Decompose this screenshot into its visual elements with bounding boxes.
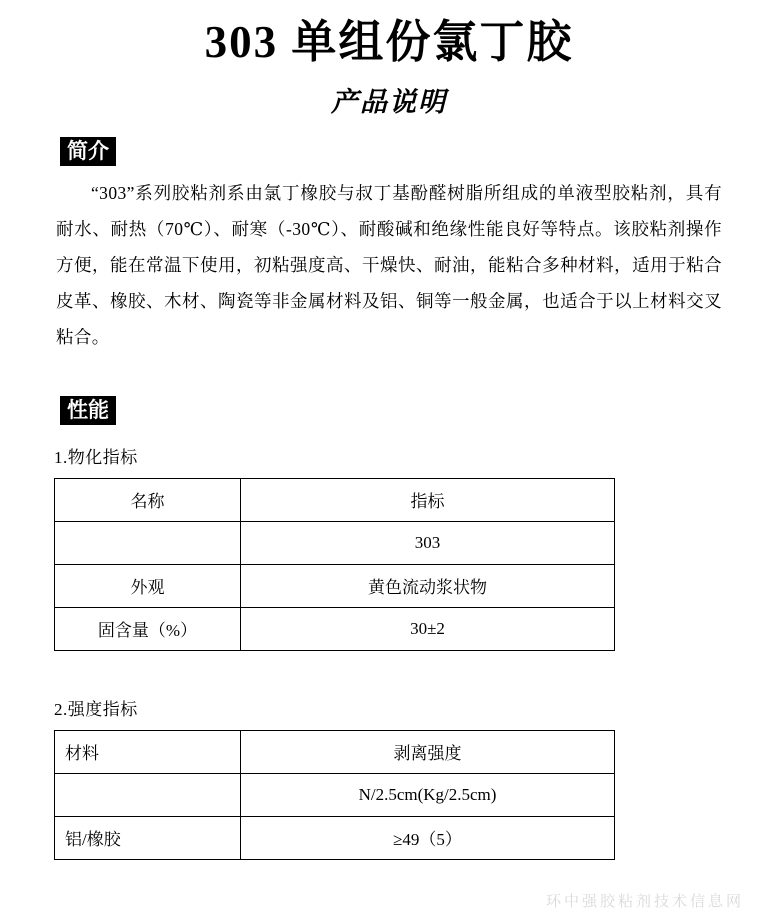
section-tag-performance: 性能 [60, 396, 116, 425]
table-cell: 固含量（%） [55, 607, 241, 650]
page-title: 303 单组份氯丁胶 [204, 17, 574, 67]
table-cell: N/2.5cm(Kg/2.5cm) [241, 773, 615, 816]
strength-indicators-table [54, 730, 615, 860]
subheading-strength-indicators: 2.强度指标 [54, 699, 138, 719]
table-header-cell: 剥离强度 [241, 730, 615, 773]
performance-section-header [60, 396, 738, 425]
table-row [55, 607, 615, 650]
table-row [55, 773, 615, 816]
table-header-cell: 名称 [55, 478, 241, 521]
table-row [55, 730, 615, 773]
table-header-cell: 材料 [55, 730, 241, 773]
table-header-cell: 指标 [241, 478, 615, 521]
table-cell: 外观 [55, 564, 241, 607]
table-row [55, 564, 615, 607]
table-cell: 铝/橡胶 [55, 816, 241, 859]
table-row [55, 478, 615, 521]
subheading-physical-indicators: 1.物化指标 [54, 447, 138, 467]
table-cell: 30±2 [241, 607, 615, 650]
intro-section-header [60, 137, 738, 166]
table-cell [55, 773, 241, 816]
table-cell: 303 [241, 521, 615, 564]
page-subtitle: 产品说明 [331, 87, 447, 118]
table-spacer [40, 651, 738, 677]
watermark-text: 环中强胶粘剂技术信息网 [545, 893, 744, 910]
table-cell [55, 521, 241, 564]
section-tag-intro: 简介 [60, 137, 116, 166]
table-cell: ≥49（5） [241, 816, 615, 859]
physical-indicators-table [54, 478, 615, 651]
table-row [55, 816, 615, 859]
intro-paragraph: “303”系列胶粘剂系由氯丁橡胶与叔丁基酚醛树脂所组成的单液型胶粘剂，具有耐水、耐热（70℃）、耐寒（-30℃）、耐酸碱和绝缘性能良好等特点。该胶粘剂操作方便，能在常温下使用，初粘强度高、干燥快、耐油，能粘合多种材料，适用于粘合皮革、橡胶、木材、陶瓷等非金属材料及铝、铜等一般金属，也适合于以上材料交叉粘合。 [56, 183, 722, 347]
table-row [55, 521, 615, 564]
table-cell: 黄色流动浆状物 [241, 564, 615, 607]
